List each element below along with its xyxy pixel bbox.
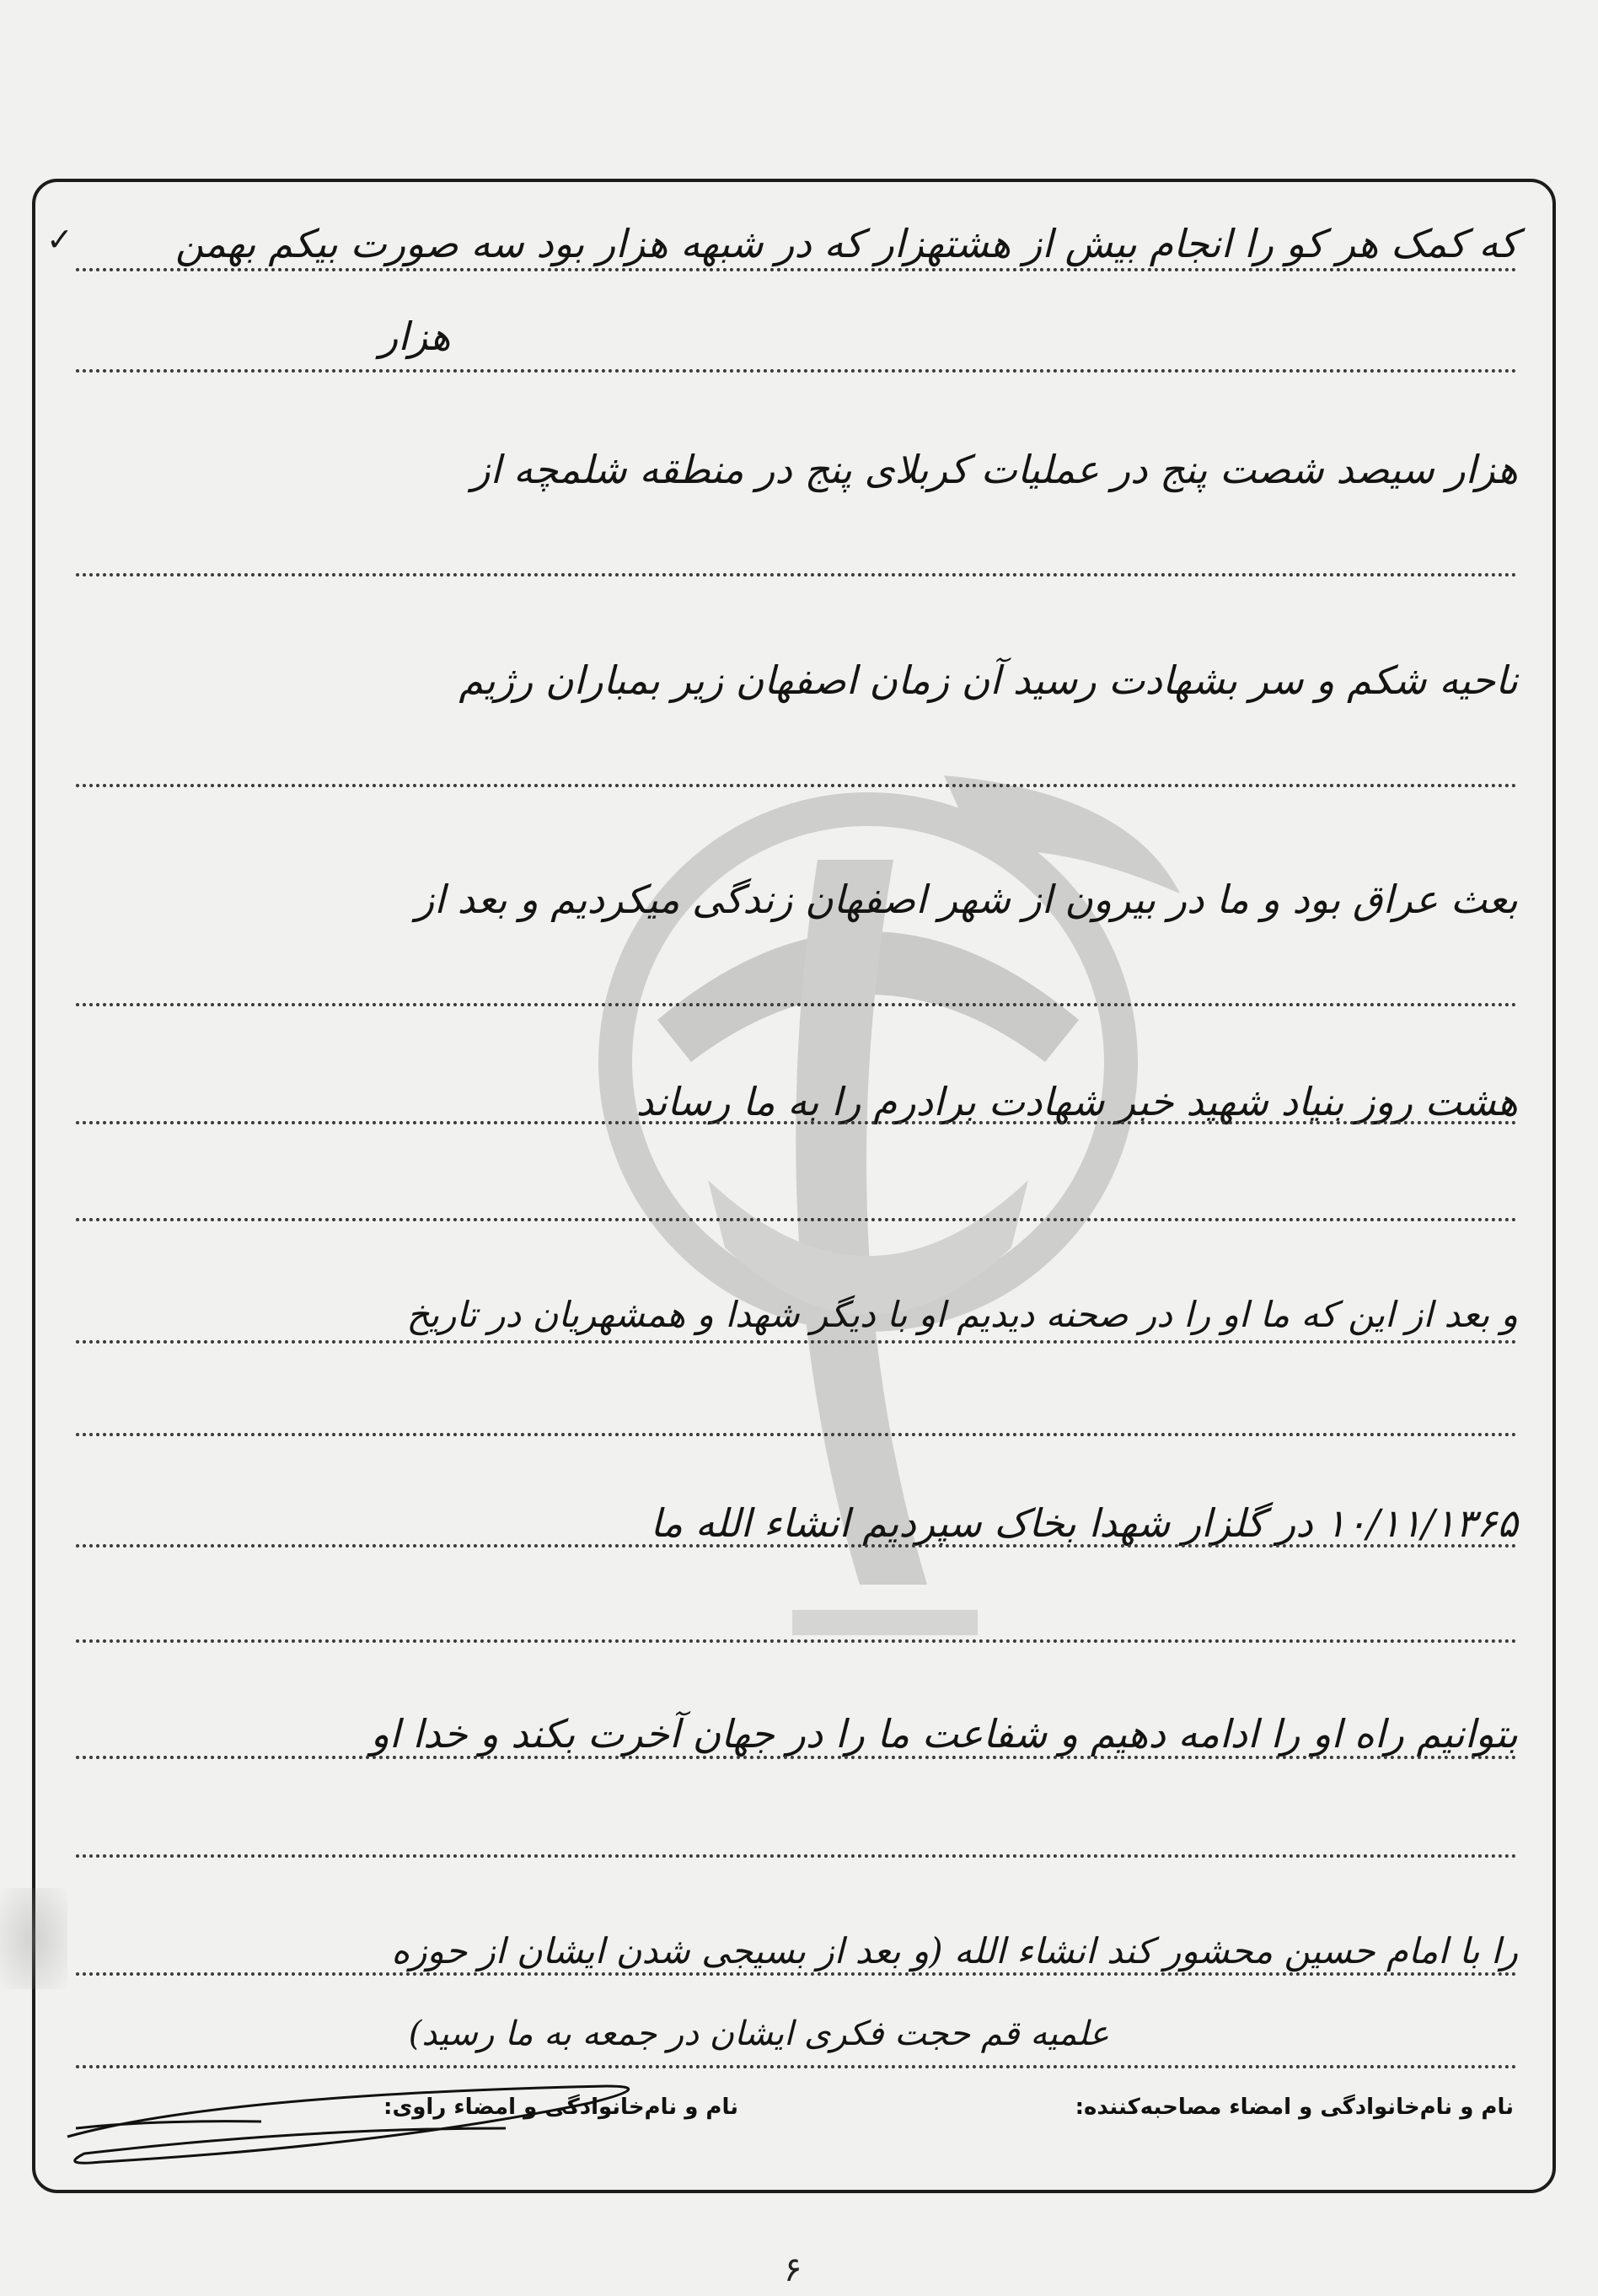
dotted-rule bbox=[76, 1972, 1517, 1976]
interviewer-signature-label: نام و نام‌خانوادگی و امضاء مصاحبه‌کننده: bbox=[1075, 2095, 1514, 2120]
text-line-5: بعث عراق بود و ما در بیرون از شهر اصفهان زندگی میکردیم و بعد از bbox=[415, 877, 1518, 922]
dotted-rule bbox=[76, 1639, 1517, 1643]
dotted-rule bbox=[76, 573, 1517, 577]
text-line-6: هشت روز بنیاد شهید خبر شهادت برادرم را به ما رساند bbox=[635, 1079, 1518, 1124]
text-line-3: هزار سیصد شصت پنج در عملیات کربلای پنج در منطقه شلمچه از bbox=[471, 447, 1518, 492]
dotted-rule bbox=[76, 1003, 1517, 1006]
text-line-2: هزار bbox=[379, 314, 451, 359]
text-line-8: ۱۰/۱۱/۱۳۶۵ در گلزار شهدا بخاک سپردیم انشاء الله ما bbox=[650, 1500, 1518, 1546]
check-mark-icon: ✓ bbox=[46, 221, 73, 258]
page-number: ۶ bbox=[784, 2250, 802, 2289]
dotted-rule bbox=[76, 1433, 1517, 1436]
dotted-rule bbox=[76, 268, 1517, 271]
text-line-7: و بعد از این که ما او را در صحنه دیدیم او با دیگر شهدا و همشهریان در تاریخ bbox=[406, 1294, 1518, 1335]
text-line-11: علمیه قم حجت فکری ایشان در جمعه به ما رسید) bbox=[408, 2014, 1109, 2053]
dotted-rule bbox=[76, 1854, 1517, 1858]
dotted-rule bbox=[76, 784, 1517, 787]
dotted-rule bbox=[76, 1544, 1517, 1548]
dotted-rule bbox=[76, 1218, 1517, 1221]
smudge bbox=[0, 1888, 67, 1989]
dotted-rule bbox=[76, 369, 1517, 373]
text-line-1: که کمک هر کو را انجام بیش از هشتهزار که در شبهه هزار بود سه صورت بیکم بهمن bbox=[174, 221, 1518, 266]
narrator-signature bbox=[51, 2078, 641, 2179]
text-line-9: بتوانیم راه او را ادامه دهیم و شفاعت ما را در جهان آخرت بکند و خدا او bbox=[370, 1711, 1518, 1757]
dotted-rule bbox=[76, 2065, 1517, 2068]
text-line-4: ناحیه شکم و سر بشهادت رسید آن زمان اصفهان زیر بمباران رژیم bbox=[458, 657, 1518, 703]
dotted-rule bbox=[76, 1340, 1517, 1344]
dotted-rule bbox=[76, 1756, 1517, 1759]
narrator-signature-label: نام و نام‌خانوادگی و امضاء راوی: bbox=[383, 2095, 738, 2120]
dotted-rule bbox=[76, 1121, 1517, 1124]
text-line-10: را با امام حسین محشور کند انشاء الله (و بعد از بسیجی شدن ایشان از حوزه bbox=[391, 1930, 1518, 1971]
